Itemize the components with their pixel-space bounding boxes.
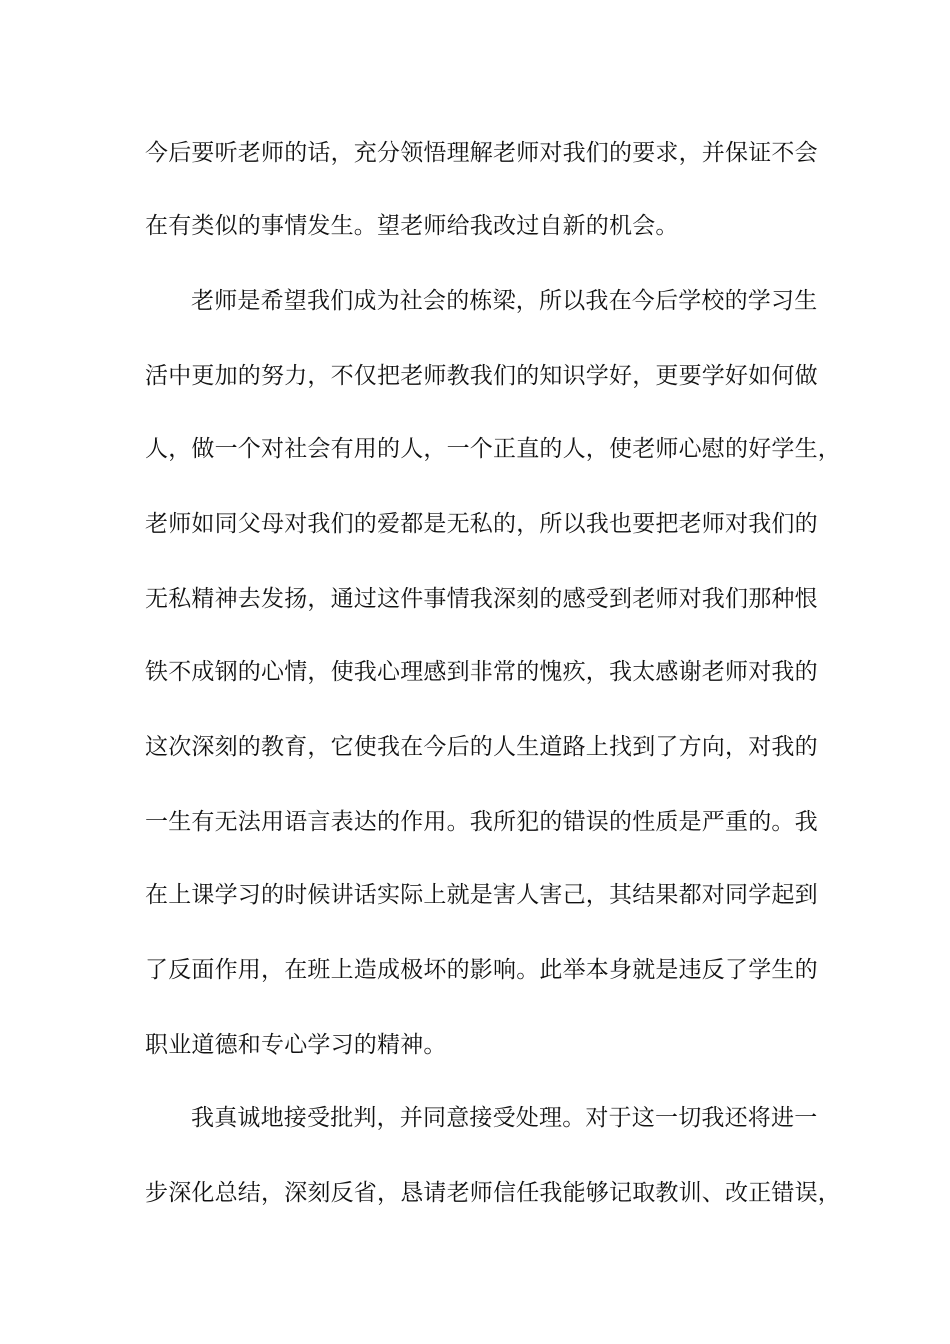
- text-line: 这次深刻的教育，它使我在今后的人生道路上找到了方向，对我的: [145, 734, 818, 760]
- text-line: 活中更加的努力，不仅把老师教我们的知识学好，更要学好如何做: [145, 363, 818, 389]
- text-line: 无私精神去发扬，通过这件事情我深刻的感受到老师对我们那种恨: [145, 586, 818, 612]
- text-line: 铁不成钢的心情，使我心理感到非常的愧疚，我太感谢老师对我的: [145, 659, 818, 685]
- paragraph-first-line: 我真诚地接受批判，并同意接受处理。对于这一切我还将进一: [191, 1105, 818, 1131]
- text-line: 人，做一个对社会有用的人，一个正直的人，使老师心慰的好学生，: [145, 436, 841, 462]
- text-line: 一生有无法用语言表达的作用。我所犯的错误的性质是严重的。我: [145, 809, 818, 835]
- text-line: 步深化总结，深刻反省，恳请老师信任我能够记取教训、改正错误，: [145, 1180, 841, 1206]
- text-line: 老师如同父母对我们的爱都是无私的，所以我也要把老师对我们的: [145, 511, 818, 537]
- text-line: 今后要听老师的话，充分领悟理解老师对我们的要求，并保证不会: [145, 140, 818, 166]
- text-line: 在有类似的事情发生。望老师给我改过自新的机会。: [145, 213, 679, 239]
- text-line: 了反面作用，在班上造成极坏的影响。此举本身就是违反了学生的: [145, 957, 818, 983]
- text-line: 职业道德和专心学习的精神。: [145, 1032, 447, 1058]
- text-line: 在上课学习的时候讲话实际上就是害人害己，其结果都对同学起到: [145, 882, 818, 908]
- paragraph-first-line: 老师是希望我们成为社会的栋梁，所以我在今后学校的学习生: [191, 288, 818, 314]
